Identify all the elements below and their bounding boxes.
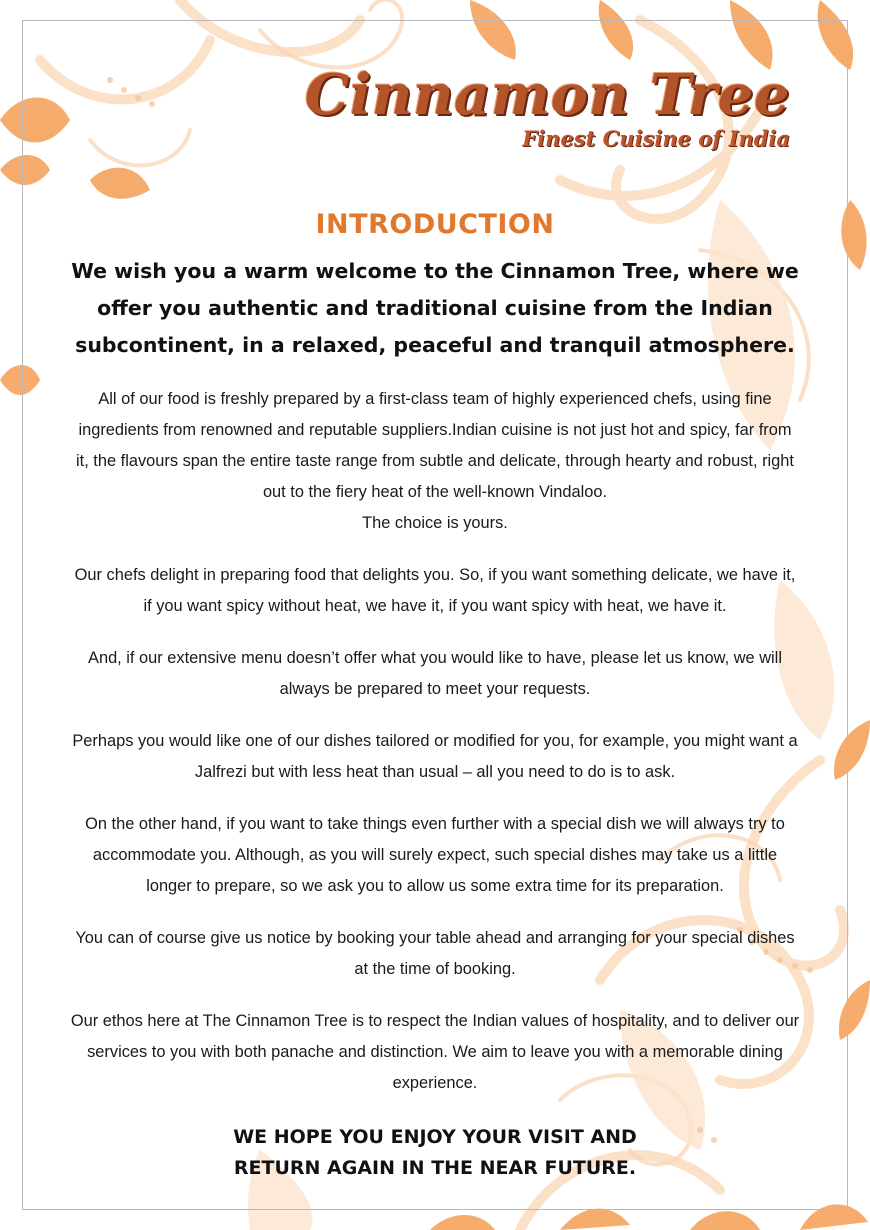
paragraph: [70, 384, 800, 539]
closing-line: RETURN AGAIN IN THE NEAR FUTURE.: [233, 1157, 637, 1179]
brand-logo-name: Cinnamon Tree: [304, 62, 790, 128]
body-text: [70, 384, 800, 1120]
paragraph-text: The choice is yours.: [362, 514, 508, 532]
paragraph: Perhaps you would like one of our dishes tailored or modified for you, for example, you might want a Jalfrezi but with less heat than usual – all you need to do is to ask.: [72, 732, 798, 781]
paragraph-text: All of our food is freshly prepared by a first-class team of highly experienced chefs, using fine ingredients from renowned and reputable suppliers.Indian cuisine is not just hot and spicy, far from it, the flavours span the entire taste range from subtle and delicate, through hearty and robust, right out to the fiery heat of the well-known Vindaloo.: [76, 390, 794, 501]
closing-line: WE HOPE YOU ENJOY YOUR VISIT AND: [233, 1126, 637, 1148]
brand-tagline: Finest Cuisine of India: [522, 126, 790, 151]
paragraph: And, if our extensive menu doesn’t offer what you would like to have, please let us know, we will always be prepared to meet your requests.: [88, 649, 782, 698]
paragraph: Our chefs delight in preparing food that delights you. So, if you want something delicate, we have it, if you want spicy without heat, we have it, if you want spicy with heat, we have it.: [74, 566, 796, 615]
closing-message: [0, 1122, 870, 1184]
paragraph: You can of course give us notice by booking your table ahead and arranging for your special dishes at the time of booking.: [75, 929, 795, 978]
paragraph: On the other hand, if you want to take things even further with a special dish we will always try to accommodate you. Although, as you will surely expect, such special dishes may take us a little longer to prepare, so we ask you to allow us some extra time for its preparation.: [85, 815, 785, 895]
section-title: INTRODUCTION: [315, 209, 555, 240]
brand-header: [305, 62, 790, 152]
lead-paragraph: We wish you a warm welcome to the Cinnamon Tree, where we offer you authentic and traditional cuisine from the Indian subcontinent, in a relaxed, peaceful and tranquil atmosphere.: [71, 259, 799, 357]
paragraph: Our ethos here at The Cinnamon Tree is to respect the Indian values of hospitality, and to deliver our services to you with both panache and distinction. We aim to leave you with a memorable dining experience.: [70, 1012, 800, 1092]
